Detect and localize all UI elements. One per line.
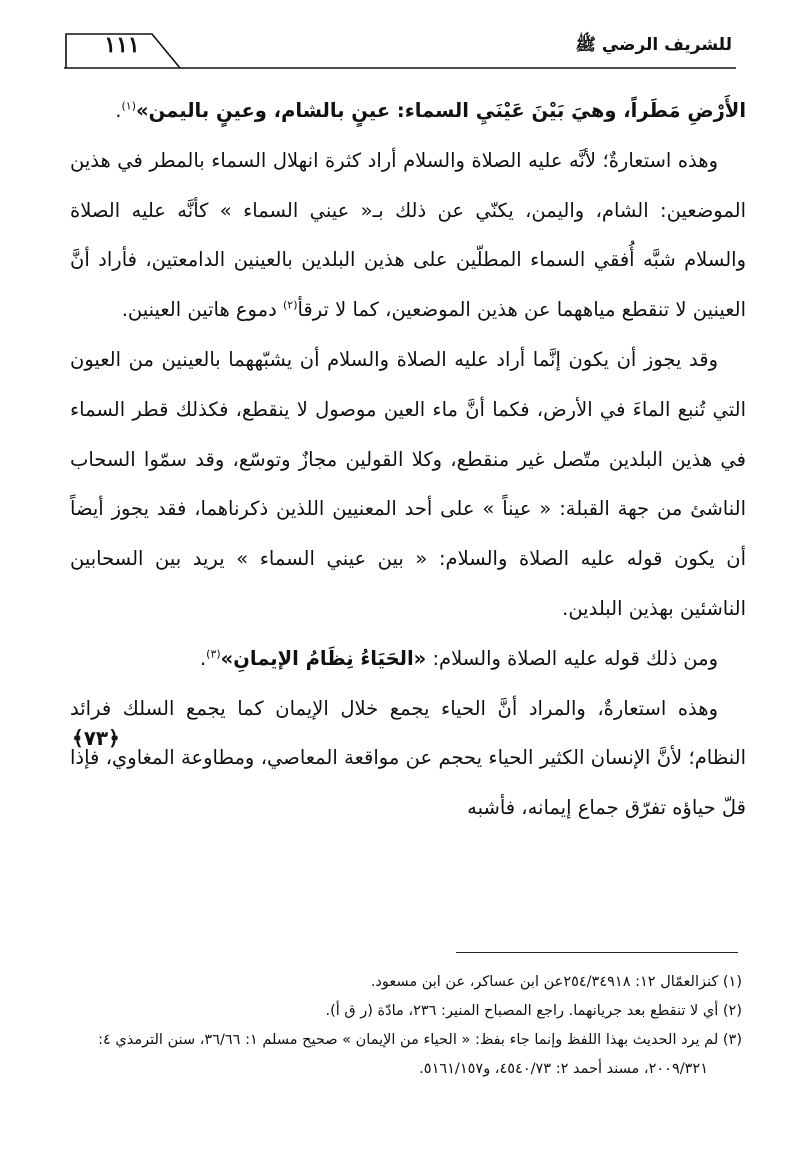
page-header xyxy=(62,28,738,72)
footnotes xyxy=(70,968,742,1084)
paragraph-text: ومن ذلك قوله عليه الصلاة والسلام: xyxy=(426,646,718,670)
paragraph-explanation-3: وهذه استعارةٌ، والمراد أنَّ الحياء يجمع خلال الإيمان كما يجمع السلك فرائد النظام؛ لأنَّ الإنسان الكثير الحياء يحجم عن مواقعة المعاصي، ومطاوعة المغاوي، فإذا قلّ حياؤه تفرّق جماع إيمانه، فأشبه xyxy=(70,696,746,820)
punctuation: . xyxy=(115,99,122,122)
footnote-3: (٣) لم يرد الحديث بهذا اللفظ وإنما جاء بفظ: « الحياء من الإيمان » صحيح مسلم ١: ٣٦/٦٦، سنن الترمذي ٤: ٢٠٠٩/٣٢١، مسند أحمد ٢: ٤٥٤٠/٧٣، و٥١٦١/١٥٧. xyxy=(98,1032,742,1077)
paragraph-hadith-haya xyxy=(70,634,746,684)
paragraph-text-end: دموع هاتين العينين. xyxy=(121,298,283,322)
hadith-quote: «الحَيَاءُ نِظَامُ الإيمانِ» xyxy=(220,646,427,670)
footnote-2: (٢) أي لا تنقطع بعد جريانهما. راجع المصباح المنير: ٢٣٦، مادّة (ر ق أ). xyxy=(325,1003,742,1019)
footnote-ref-1: (١) xyxy=(121,99,137,113)
running-title: للشريف الرضي ﷺ xyxy=(575,35,732,55)
punctuation: . xyxy=(199,646,207,670)
footnote-ref-3: (٣) xyxy=(206,647,221,661)
paragraph-text: وهذه استعارةٌ؛ لأنَّه عليه الصلاة والسلام أراد كثرة انهلال السماء بالمطر في هذين الموضعين: الشام، واليمن، يكنّي عن ذلك بـ« عيني السماء » كأنَّه عليه الصلاة والسلام شبَّه أُفقي السماء المطلّين على هذين البلدين بالعينين الدامعتين، فأراد أنَّ العينين لا تنقطع مياههما عن هذين الموضعين، كما لا ترقأ xyxy=(70,148,746,322)
main-text xyxy=(70,86,746,833)
paragraph-explanation-2: وقد يجوز أن يكون إنَّما أراد عليه الصلاة والسلام أن يشبّههما بالعينين من العيون التي تُنبع الماءَ في الأرض، فكما أنَّ ماء العين موصول لا ينقطع، فكذلك قطر السماء في هذين البلدين متّصل غير منقطع، وكلا القولين مجازٌ وتوسّع، وقد سمّوا السحاب الناشئ من جهة القبلة: « عيناً » على أحد المعنيين اللذين ذكرناهما، فقد يجوز أيضاً أن يكون قوله عليه الصلاة والسلام: « بين عيني السماء » يريد بين السحابين الناشئين بهذين البلدين. xyxy=(70,347,746,620)
footnote-divider xyxy=(456,952,738,953)
paragraph-hadith-rain xyxy=(70,86,746,136)
section-number: ﴿٧٣﴾ xyxy=(72,726,120,750)
footnote-1: (١) كنزالعمّال ١٢: ٢٥٤/٣٤٩١٨عن ابن عساكر، عن ابن مسعود. xyxy=(370,974,742,990)
page-number: ١١١ xyxy=(104,32,140,58)
hadith-quote: الأَرْضِ مَطَراً، وهيَ بَيْنَ عَيْنَيِ السماء: عينٍ بالشام، وعينٍ باليمن» xyxy=(136,99,746,122)
footnote-ref-2: (٢) xyxy=(282,298,298,312)
paragraph-explanation-1 xyxy=(70,136,746,335)
